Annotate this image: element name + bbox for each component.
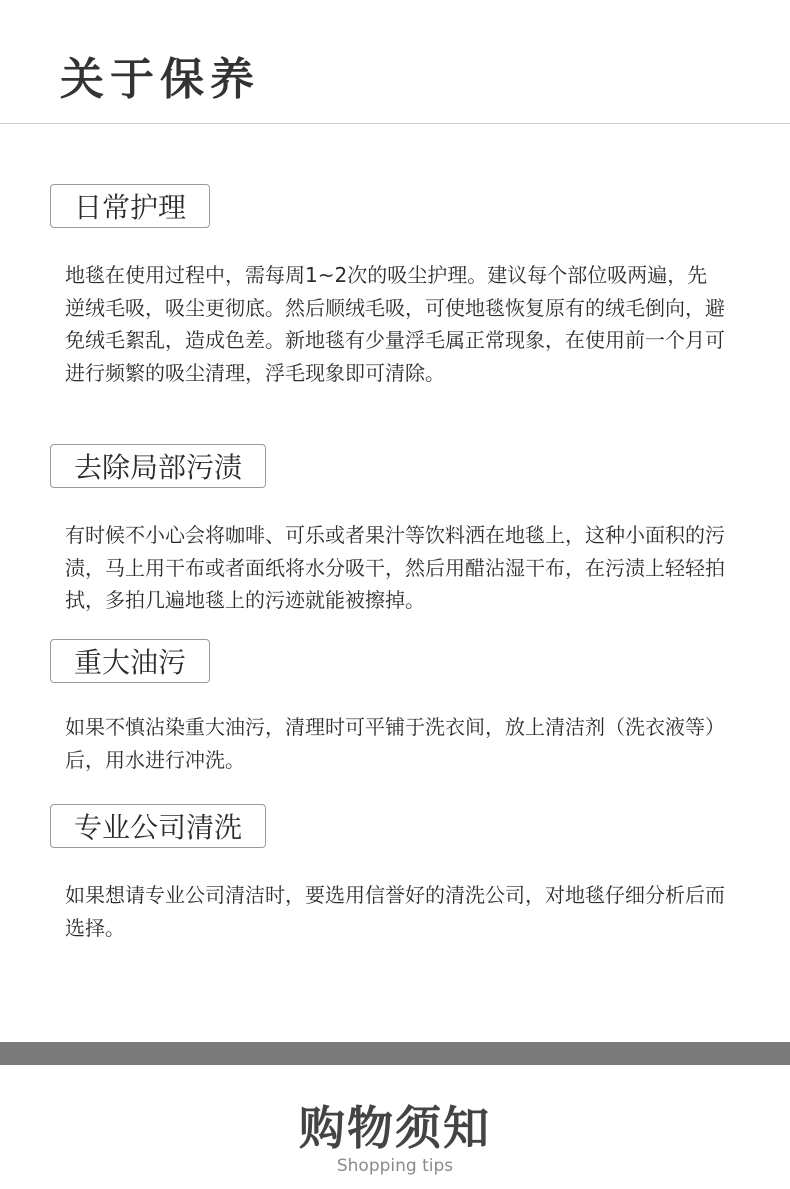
page-title: 关于保养 xyxy=(60,54,260,105)
section-text-heavy-oil: 如果不慎沾染重大油污，清理时可平铺于洗衣间，放上清洁剂（洗衣液等）后，用水进行冲洗。 xyxy=(65,715,725,772)
section-tag-professional-cleaning: 专业公司清洗 xyxy=(50,804,266,848)
title-divider xyxy=(0,123,790,124)
footer-title: 购物须知 xyxy=(299,1101,491,1155)
section-tag-heavy-oil: 重大油污 xyxy=(50,639,210,683)
section-text-professional-cleaning: 如果想请专业公司清洁时，要选用信誉好的清洗公司，对地毯仔细分析后而选择。 xyxy=(65,883,725,940)
section-text-daily-care: 地毯在使用过程中，需每周1~2次的吸尘护理。建议每个部位吸两遍，先逆绒毛吸，吸尘更彻底。然后顺绒毛吸，可使地毯恢复原有的绒毛倒向，避免绒毛絮乱，造成色差。新地毯有少量浮毛属正常现象，在使用前一个月可进行频繁的吸尘清理，浮毛现象即可清除。 xyxy=(65,263,725,385)
section-tag-daily-care: 日常护理 xyxy=(50,184,210,228)
section-divider-band xyxy=(0,1042,790,1065)
section-tag-stain-removal: 去除局部污渍 xyxy=(50,444,266,488)
footer-subtitle: Shopping tips xyxy=(336,1156,454,1176)
section-text-stain-removal: 有时候不小心会将咖啡、可乐或者果汁等饮料洒在地毯上，这种小面积的污渍，马上用干布或者面纸将水分吸干，然后用醋沾湿干布，在污渍上轻轻拍拭，多拍几遍地毯上的污迹就能被擦掉。 xyxy=(65,523,725,612)
